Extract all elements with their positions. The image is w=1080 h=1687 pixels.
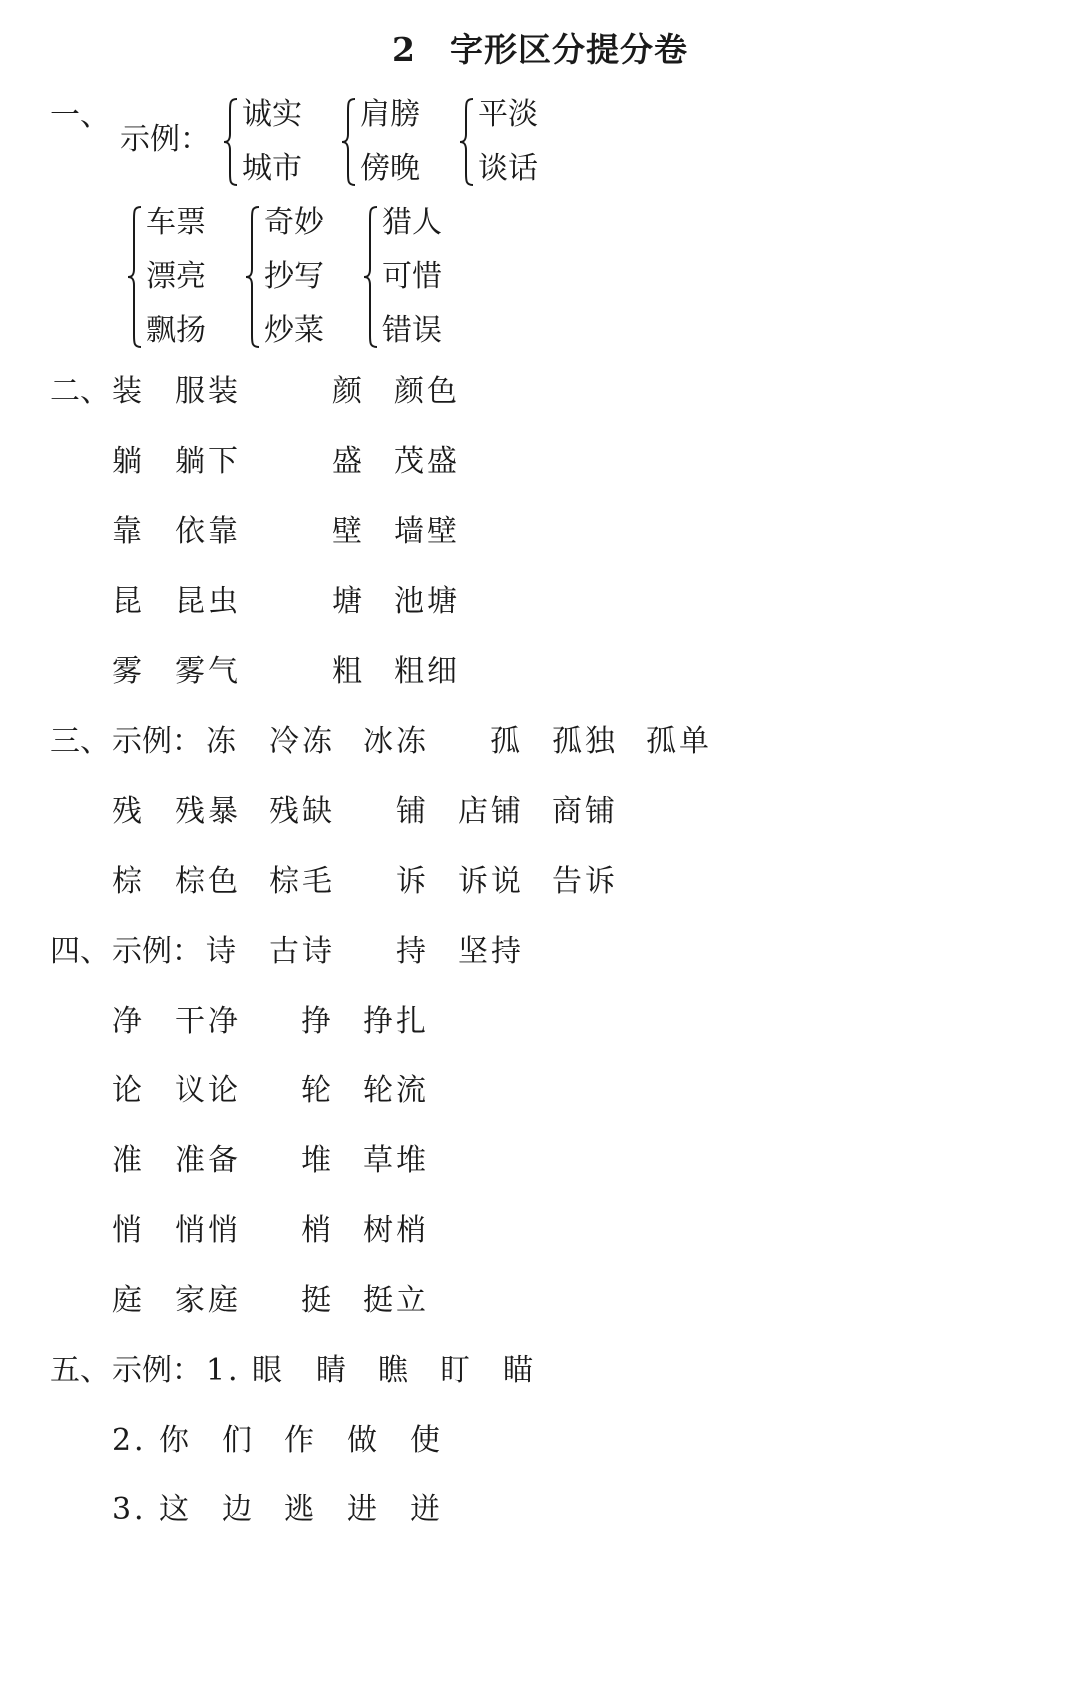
- section-3-number: 三、: [50, 724, 110, 759]
- answer-cell: 这: [159, 1492, 192, 1527]
- answer-cell: 颜: [332, 374, 365, 409]
- answer-cell: 轮: [301, 1073, 334, 1108]
- answer-cell: 躺下: [175, 444, 241, 479]
- answer-cell: 做: [347, 1423, 380, 1458]
- answer-cell: 挺: [301, 1283, 334, 1318]
- answer-cell: 雾: [112, 654, 145, 689]
- group-word: 谈话: [478, 151, 538, 186]
- answer-cell: 梢: [301, 1213, 334, 1248]
- section-4-number: 四、: [50, 934, 110, 969]
- answer-cell: 装: [112, 374, 145, 409]
- answer-row: [0, 372, 1080, 412]
- answer-cell: 塘: [332, 584, 365, 619]
- answer-cell: 迸: [410, 1492, 443, 1527]
- answer-cell: 树梢: [363, 1213, 429, 1248]
- brace-icon: [340, 95, 358, 189]
- answer-cell: 粗: [332, 654, 365, 689]
- answer-cell: 孤单: [646, 724, 712, 759]
- group-word: 车票: [146, 205, 206, 240]
- answer-row: [0, 1351, 1080, 1391]
- answer-cell: 进: [347, 1492, 380, 1527]
- group-word: 城市: [242, 151, 302, 186]
- answer-cell: 挺立: [363, 1283, 429, 1318]
- answer-cell: 残缺: [269, 794, 335, 829]
- answer-row: [0, 582, 1080, 622]
- answer-cell: 边: [222, 1492, 255, 1527]
- group-word: 奇妙: [264, 205, 324, 240]
- answer-cell: 昆: [112, 584, 145, 619]
- section-1-example-label: 示例：: [120, 122, 210, 157]
- answer-cell: 草堆: [363, 1143, 429, 1178]
- answer-cell: 2．: [112, 1423, 168, 1458]
- brace-icon: [458, 95, 476, 189]
- answer-row: [0, 1281, 1080, 1321]
- group-word: 飘扬: [146, 313, 206, 348]
- answer-cell: 墙壁: [394, 514, 460, 549]
- group-word: 猎人: [382, 205, 442, 240]
- answer-cell: 盛: [332, 444, 365, 479]
- answer-cell: 轮流: [363, 1073, 429, 1108]
- answer-cell: 残暴: [175, 794, 241, 829]
- answer-row: [0, 1071, 1080, 1111]
- answer-cell: 冷冻: [269, 724, 335, 759]
- brace-icon: [222, 95, 240, 189]
- answer-cell: 铺: [396, 794, 429, 829]
- section-4-example-label: 示例：: [112, 934, 202, 969]
- answer-cell: 冰冻: [363, 724, 429, 759]
- group-word: 平淡: [478, 97, 538, 132]
- brace-icon: [362, 203, 380, 351]
- answer-cell: 论: [112, 1073, 145, 1108]
- answer-cell: 靠: [112, 514, 145, 549]
- answer-cell: 准备: [175, 1143, 241, 1178]
- answer-cell: 壁: [332, 514, 365, 549]
- answer-cell: 们: [222, 1423, 255, 1458]
- answer-cell: 使: [410, 1423, 443, 1458]
- answer-cell: 孤独: [552, 724, 618, 759]
- answer-cell: 挣扎: [363, 1004, 429, 1039]
- answer-cell: 棕色: [175, 864, 241, 899]
- answer-cell: 作: [284, 1423, 317, 1458]
- group-word: 可惜: [382, 259, 442, 294]
- answer-row: [0, 512, 1080, 552]
- answer-cell: 堆: [301, 1143, 334, 1178]
- answer-row: [0, 1490, 1080, 1530]
- answer-cell: 1．: [206, 1353, 262, 1388]
- answer-cell: 服装: [175, 374, 241, 409]
- answer-cell: 颜色: [394, 374, 460, 409]
- group-word: 抄写: [264, 259, 324, 294]
- group-word: 炒菜: [264, 313, 324, 348]
- section-1-number: 一、: [50, 98, 110, 133]
- answer-cell: 池塘: [394, 584, 460, 619]
- answer-row: [0, 862, 1080, 902]
- answer-cell: 商铺: [552, 794, 618, 829]
- answer-cell: 准: [112, 1143, 145, 1178]
- answer-cell: 冻: [206, 724, 239, 759]
- answer-row: [0, 722, 1080, 762]
- answer-cell: 棕: [112, 864, 145, 899]
- answer-cell: 庭: [112, 1283, 145, 1318]
- word-group: [362, 203, 502, 351]
- answer-cell: 眼: [252, 1353, 285, 1388]
- answer-cell: 棕毛: [269, 864, 335, 899]
- answer-cell: 干净: [175, 1004, 241, 1039]
- answer-cell: 挣: [301, 1004, 334, 1039]
- answer-cell: 净: [112, 1004, 145, 1039]
- answer-cell: 悄悄: [175, 1213, 241, 1248]
- section-3-example-label: 示例：: [112, 724, 202, 759]
- section-5-example-label: 示例：: [112, 1353, 202, 1388]
- answer-cell: 持: [396, 934, 429, 969]
- answer-cell: 告诉: [552, 864, 618, 899]
- answer-row: [0, 1421, 1080, 1461]
- answer-cell: 瞧: [378, 1353, 411, 1388]
- answer-cell: 诉: [396, 864, 429, 899]
- answer-cell: 雾气: [175, 654, 241, 689]
- group-word: 傍晚: [360, 151, 420, 186]
- answer-cell: 坚持: [458, 934, 524, 969]
- answer-cell: 诉说: [458, 864, 524, 899]
- answer-cell: 残: [112, 794, 145, 829]
- answer-cell: 睛: [316, 1353, 349, 1388]
- answer-cell: 孤: [490, 724, 523, 759]
- answer-row: [0, 792, 1080, 832]
- answer-cell: 议论: [175, 1073, 241, 1108]
- answer-cell: 诗: [206, 934, 239, 969]
- answer-cell: 悄: [112, 1213, 145, 1248]
- answer-row: [0, 1141, 1080, 1181]
- answer-cell: 盯: [440, 1353, 473, 1388]
- answer-cell: 3．: [112, 1492, 168, 1527]
- answer-cell: 躺: [112, 444, 145, 479]
- brace-icon: [244, 203, 262, 351]
- answer-cell: 瞄: [503, 1353, 536, 1388]
- answer-cell: 茂盛: [394, 444, 460, 479]
- group-word: 肩膀: [360, 97, 420, 132]
- section-2-number: 二、: [50, 374, 110, 409]
- group-word: 错误: [382, 313, 442, 348]
- answer-row: [0, 442, 1080, 482]
- answer-row: [0, 1002, 1080, 1042]
- section-5-number: 五、: [50, 1353, 110, 1388]
- group-word: 漂亮: [146, 259, 206, 294]
- answer-row: [0, 1211, 1080, 1251]
- group-word: 诚实: [242, 97, 302, 132]
- answer-row: [0, 932, 1080, 972]
- brace-icon: [126, 203, 144, 351]
- answer-cell: 家庭: [175, 1283, 241, 1318]
- word-group: [458, 95, 598, 189]
- answer-cell: 逃: [284, 1492, 317, 1527]
- answer-cell: 依靠: [175, 514, 241, 549]
- answer-cell: 你: [159, 1423, 192, 1458]
- page-title: 2 字形区分提分卷: [392, 30, 688, 69]
- answer-row: [0, 652, 1080, 692]
- answer-cell: 粗细: [394, 654, 460, 689]
- answer-cell: 昆虫: [175, 584, 241, 619]
- answer-cell: 店铺: [458, 794, 524, 829]
- answer-cell: 古诗: [269, 934, 335, 969]
